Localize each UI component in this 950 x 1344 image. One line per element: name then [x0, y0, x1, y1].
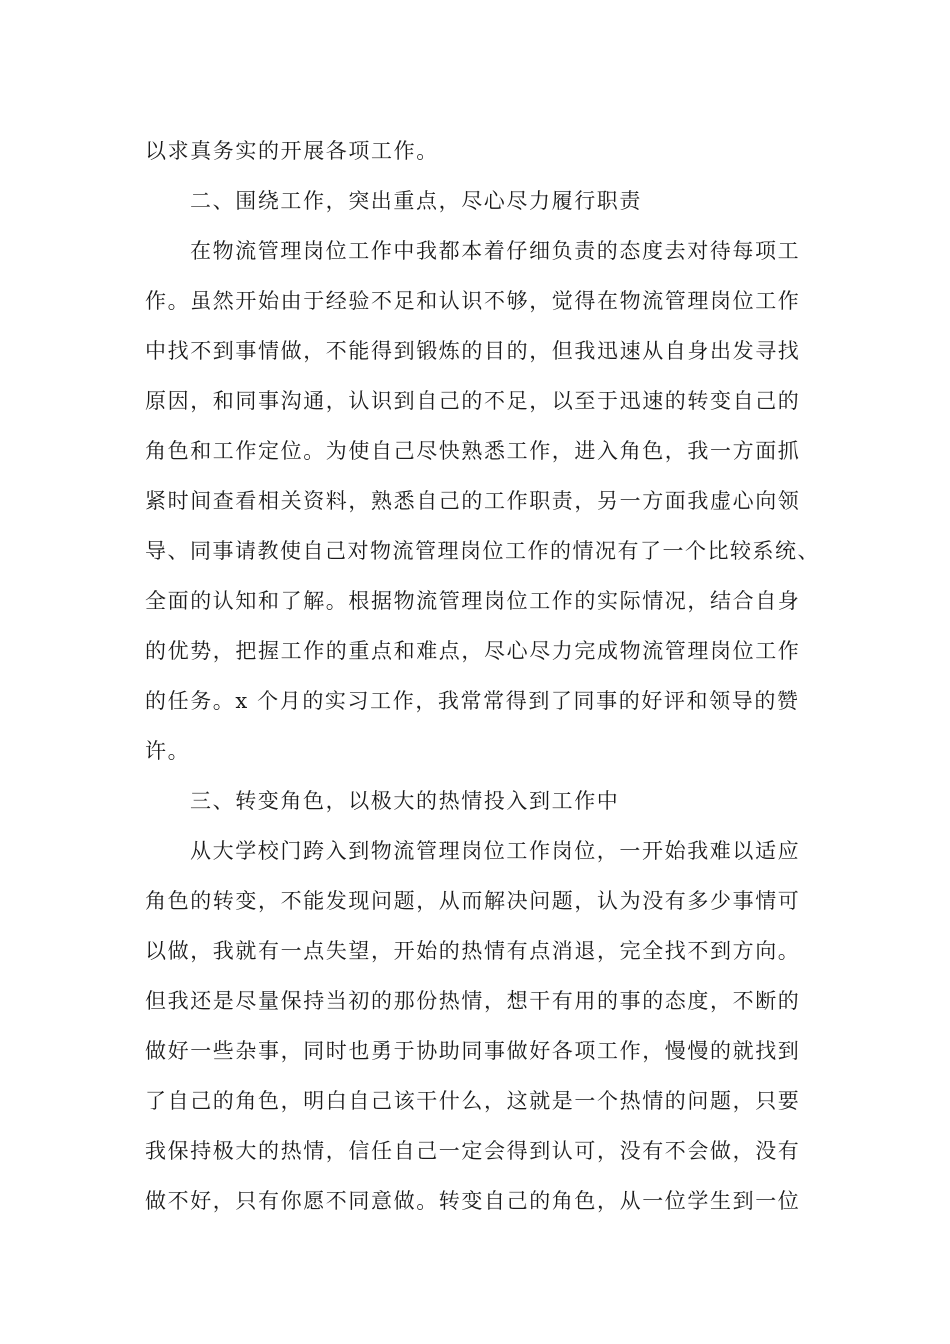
- paragraph-line: 紧时间查看相关资料，熟悉自己的工作职责，另一方面我虚心向领: [145, 489, 801, 513]
- paragraph-line: 原因，和同事沟通，认识到自己的不足，以至于迅速的转变自己的: [145, 389, 801, 413]
- paragraph-line: 以做，我就有一点失望，开始的热情有点消退，完全找不到方向。: [145, 939, 801, 963]
- paragraph-line: 以求真务实的开展各项工作。: [145, 139, 439, 163]
- paragraph-line: 我保持极大的热情，信任自己一定会得到认可，没有不会做，没有: [145, 1139, 801, 1163]
- paragraph-line: 中找不到事情做，不能得到锻炼的目的，但我迅速从自身出发寻找: [145, 339, 801, 363]
- paragraph-line: 的任务。x 个月的实习工作，我常常得到了同事的好评和领导的赞: [145, 689, 800, 713]
- paragraph-line: 的优势，把握工作的重点和难点，尽心尽力完成物流管理岗位工作: [145, 639, 801, 663]
- section-heading: 二、围绕工作，突出重点，尽心尽力履行职责: [190, 189, 642, 213]
- paragraph-line: 许。: [145, 739, 191, 763]
- section-heading: 三、转变角色，以极大的热情投入到工作中: [190, 789, 620, 813]
- paragraph-line: 作。虽然开始由于经验不足和认识不够，觉得在物流管理岗位工作: [145, 289, 801, 313]
- paragraph-line: 但我还是尽量保持当初的那份热情，想干有用的事的态度，不断的: [145, 989, 801, 1013]
- paragraph-line: 角色和工作定位。为使自己尽快熟悉工作，进入角色，我一方面抓: [145, 439, 801, 463]
- paragraph-line: 做不好，只有你愿不同意做。转变自己的角色，从一位学生到一位: [145, 1189, 801, 1213]
- paragraph-line: 全面的认知和了解。根据物流管理岗位工作的实际情况，结合自身: [145, 589, 801, 613]
- paragraph-line: 在物流管理岗位工作中我都本着仔细负责的态度去对待每项工: [190, 239, 801, 263]
- paragraph-line: 做好一些杂事，同时也勇于协助同事做好各项工作，慢慢的就找到: [145, 1039, 801, 1063]
- paragraph-line: 角色的转变，不能发现问题，从而解决问题，认为没有多少事情可: [145, 889, 801, 913]
- paragraph-line: 导、同事请教使自己对物流管理岗位工作的情况有了一个比较系统、: [145, 539, 820, 563]
- paragraph-line: 了自己的角色，明白自己该干什么，这就是一个热情的问题，只要: [145, 1089, 801, 1113]
- paragraph-line: 从大学校门跨入到物流管理岗位工作岗位，一开始我难以适应: [190, 839, 801, 863]
